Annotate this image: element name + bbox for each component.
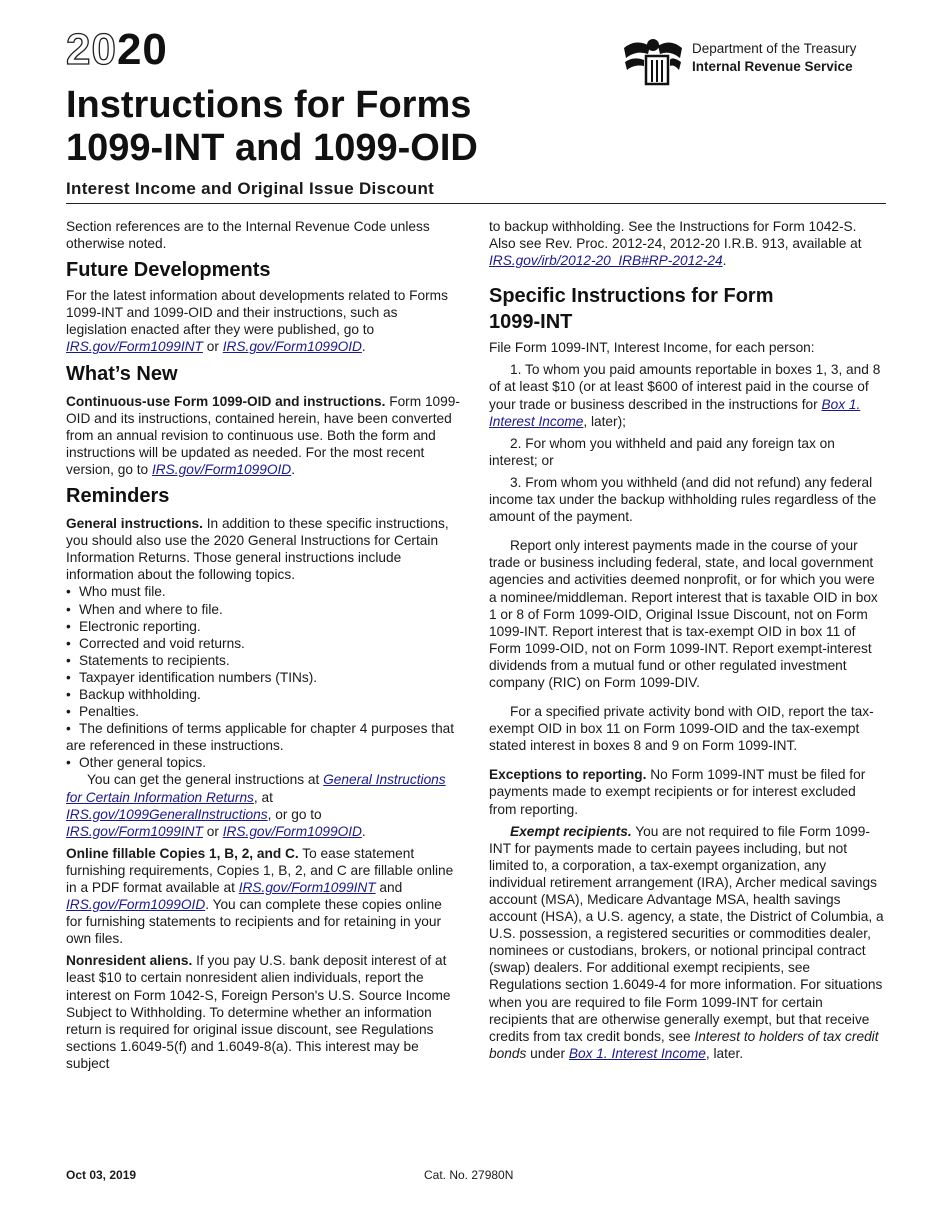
agency-block: [692, 40, 856, 76]
list-item: • Statements to recipients.: [66, 652, 461, 669]
general-instructions-paragraph: General instructions. In addition to these specific instructions, you should also use the 2020 General Instructions for Certain Information Returns. Those general instructions include information about the following topics.: [66, 516, 449, 583]
irs-form1099int-link[interactable]: IRS.gov/Form1099INT: [66, 823, 203, 839]
general-topics-list: [66, 583, 461, 771]
revision-date: Oct 03, 2019: [66, 1168, 137, 1182]
irs-form1099oid-link[interactable]: IRS.gov/Form1099OID: [222, 823, 362, 839]
list-item: • Backup withholding.: [66, 686, 461, 703]
box1-interest-income-link[interactable]: Box 1. Interest Income: [489, 396, 861, 429]
list-item: • Other general topics.: [66, 754, 461, 771]
specific-instructions-heading: Specific Instructions for Form 1099-INT: [489, 285, 774, 334]
list-item: • Who must file.: [66, 583, 461, 600]
irs-1099-general-instructions-link[interactable]: IRS.gov/1099GeneralInstructions: [66, 806, 268, 822]
list-item: • Corrected and void returns.: [66, 635, 461, 652]
criteria-item-1: 1. To whom you paid amounts reportable in boxes 1, 3, and 8 of at least $10 (or at least $600 of interest paid in the course of your trade or business described in the instructions for Box 1. Interest Income, later);: [489, 362, 881, 429]
irs-form1099int-link[interactable]: IRS.gov/Form1099INT: [238, 880, 376, 895]
irs-form1099oid-link[interactable]: IRS.gov/Form1099OID: [222, 339, 362, 355]
whats-new-heading: What’s New: [66, 362, 178, 385]
page-subtitle: Interest Income and Original Issue Discount: [66, 179, 435, 198]
catalog-number: Cat. No. 27980N: [424, 1168, 514, 1182]
list-item: • Taxpayer identification numbers (TINs).: [66, 669, 461, 686]
nonresident-aliens-paragraph: Nonresident aliens. If you pay U.S. bank deposit interest of at least $10 to certain nonresident alien individuals, report the interest on Form 1042-S, Foreign Person's U.S. Source Income Subject to Withholding. To determine whether an information return is required for original issue discount, see Regulations sections 1.6049-5(f) and 1.6049-8(a). This interest may be subject: [66, 953, 451, 1071]
list-item: • Penalties.: [66, 703, 461, 720]
left-column: [66, 218, 461, 1077]
page-title: [66, 84, 478, 170]
irs-form1099oid-link[interactable]: IRS.gov/Form1099OID: [151, 461, 292, 477]
agency-department: Department of the Treasury: [692, 41, 857, 56]
exempt-recipients-paragraph: Exempt recipients. You are not required to file Form 1099-INT for payments made to certain payees including, but not limited to, a corporation, a tax-exempt organization, any individual retirement arrangement (IRA), Archer medical savings account (MSA), Medicare Advantage MSA, health savings account (HSA), a U.S. agency, a state, the District of Columbia, a U.S. possession, a registered securities or commodities dealer, nominees or custodians, brokers, or notional principal contract (swap) dealers. For additional exempt recipients, see Regulations section 1.6049-4 for more information. For situations when you are required to file Form 1099-INT for certain recipients that are otherwise generally exempt, but that receive credits from tax credit bonds, see Interest to holders of tax credit bonds under Box 1. Interest Income, later.: [489, 823, 884, 1061]
irs-eagle-logo-icon: [622, 36, 684, 86]
title-line-1: Instructions for Forms: [66, 84, 472, 126]
reminders-heading: Reminders: [66, 485, 170, 508]
form-year: [66, 25, 168, 74]
right-column: [489, 218, 884, 1067]
agency-irs: Internal Revenue Service: [692, 59, 853, 74]
online-fillable-paragraph: Online fillable Copies 1, B, 2, and C. To ease statement furnishing requirements, Copies 1, B, 2, and C are fillable online in a PDF format available at IRS.gov/Form1099INT and IRS.gov/Form1099OID. You can complete these copies online for furnishing statements to recipients and for retaining in your own files.: [66, 845, 454, 947]
title-line-2: 1099-INT and 1099-OID: [66, 127, 478, 169]
continuous-use-paragraph: Continuous-use Form 1099-OID and instructions. Form 1099-OID and its instructions, contained herein, have been converted from an annual revision to continuous use. Both the form and instructions will be updated as needed. For the most recent version, go to IRS.gov/Form1099OID.: [66, 393, 460, 477]
box1-interest-income-link[interactable]: Box 1. Interest Income: [568, 1045, 706, 1061]
irs-form1099int-link[interactable]: IRS.gov/Form1099INT: [66, 339, 203, 355]
private-activity-bond-paragraph: For a specified private activity bond with OID, report the tax-exempt OID in box 11 on Form 1099-OID and the tax-exempt stated interest in boxes 8 and 9 on Form 1099-INT.: [489, 704, 874, 754]
section-references-text: Section references are to the Internal Revenue Code unless otherwise noted.: [66, 219, 430, 252]
future-developments-heading: Future Developments: [66, 259, 271, 282]
year-solid-digits: 20: [116, 25, 168, 74]
rev-proc-link[interactable]: IRS.gov/irb/2012-20_IRB#RP-2012-24: [489, 253, 723, 269]
future-developments-text: For the latest information about developments related to Forms 1099-INT and 1099-OID and their instructions, such as legislation enacted after they were published, go to IRS.gov/Form1099INT or IRS.gov/Form1099OID.: [66, 288, 448, 355]
year-outline-digits: 20: [66, 25, 117, 74]
file-form-text: File Form 1099-INT, Interest Income, for each person:: [489, 340, 815, 356]
general-instructions-link[interactable]: General Instructions for Certain Information Returns: [66, 772, 446, 805]
backup-withholding-continuation: to backup withholding. See the Instructions for Form 1042-S. Also see Rev. Proc. 2012-24, 2012-20 I.R.B. 913, available at IRS.gov/irb/2012-20_IRB#RP-2012-24.: [489, 219, 862, 269]
header-divider: [66, 203, 886, 204]
criteria-item-2: 2. For whom you withheld and paid any foreign tax on interest; or: [489, 435, 835, 468]
criteria-item-3: 3. From whom you withheld (and did not refund) any federal income tax under the backup withholding rules regardless of the amount of the payment.: [489, 474, 877, 525]
get-general-instructions-text: You can get the general instructions at General Instructions for Certain Information Returns, at IRS.gov/1099GeneralInstructions, or go to IRS.gov/Form1099INT or IRS.gov/Form1099OID.: [66, 772, 446, 839]
irs-form1099oid-link[interactable]: IRS.gov/Form1099OID: [66, 897, 206, 913]
list-item: • The definitions of terms applicable for chapter 4 purposes that are referenced in these instructions.: [66, 720, 461, 754]
list-item: • When and where to file.: [66, 601, 461, 618]
exceptions-paragraph: Exceptions to reporting. No Form 1099-INT must be filed for payments made to exempt recipients or for interest excluded from reporting.: [489, 767, 866, 817]
report-interest-paragraph: Report only interest payments made in the course of your trade or business including federal, state, and local government agencies and activities deemed nonprofit, or for which you were a nominee/middleman. Report interest that is taxable OID in box 1 or 8 of Form 1099-OID, Original Issue Discount, not on Form 1099-INT. Report interest that is tax-exempt OID in box 11 of Form 1099-OID, not on Form 1099-INT. Report exempt-interest dividends from a mutual fund or other regulated investment company (RIC) on Form 1099-DIV.: [489, 538, 878, 690]
list-item: • Electronic reporting.: [66, 618, 461, 635]
